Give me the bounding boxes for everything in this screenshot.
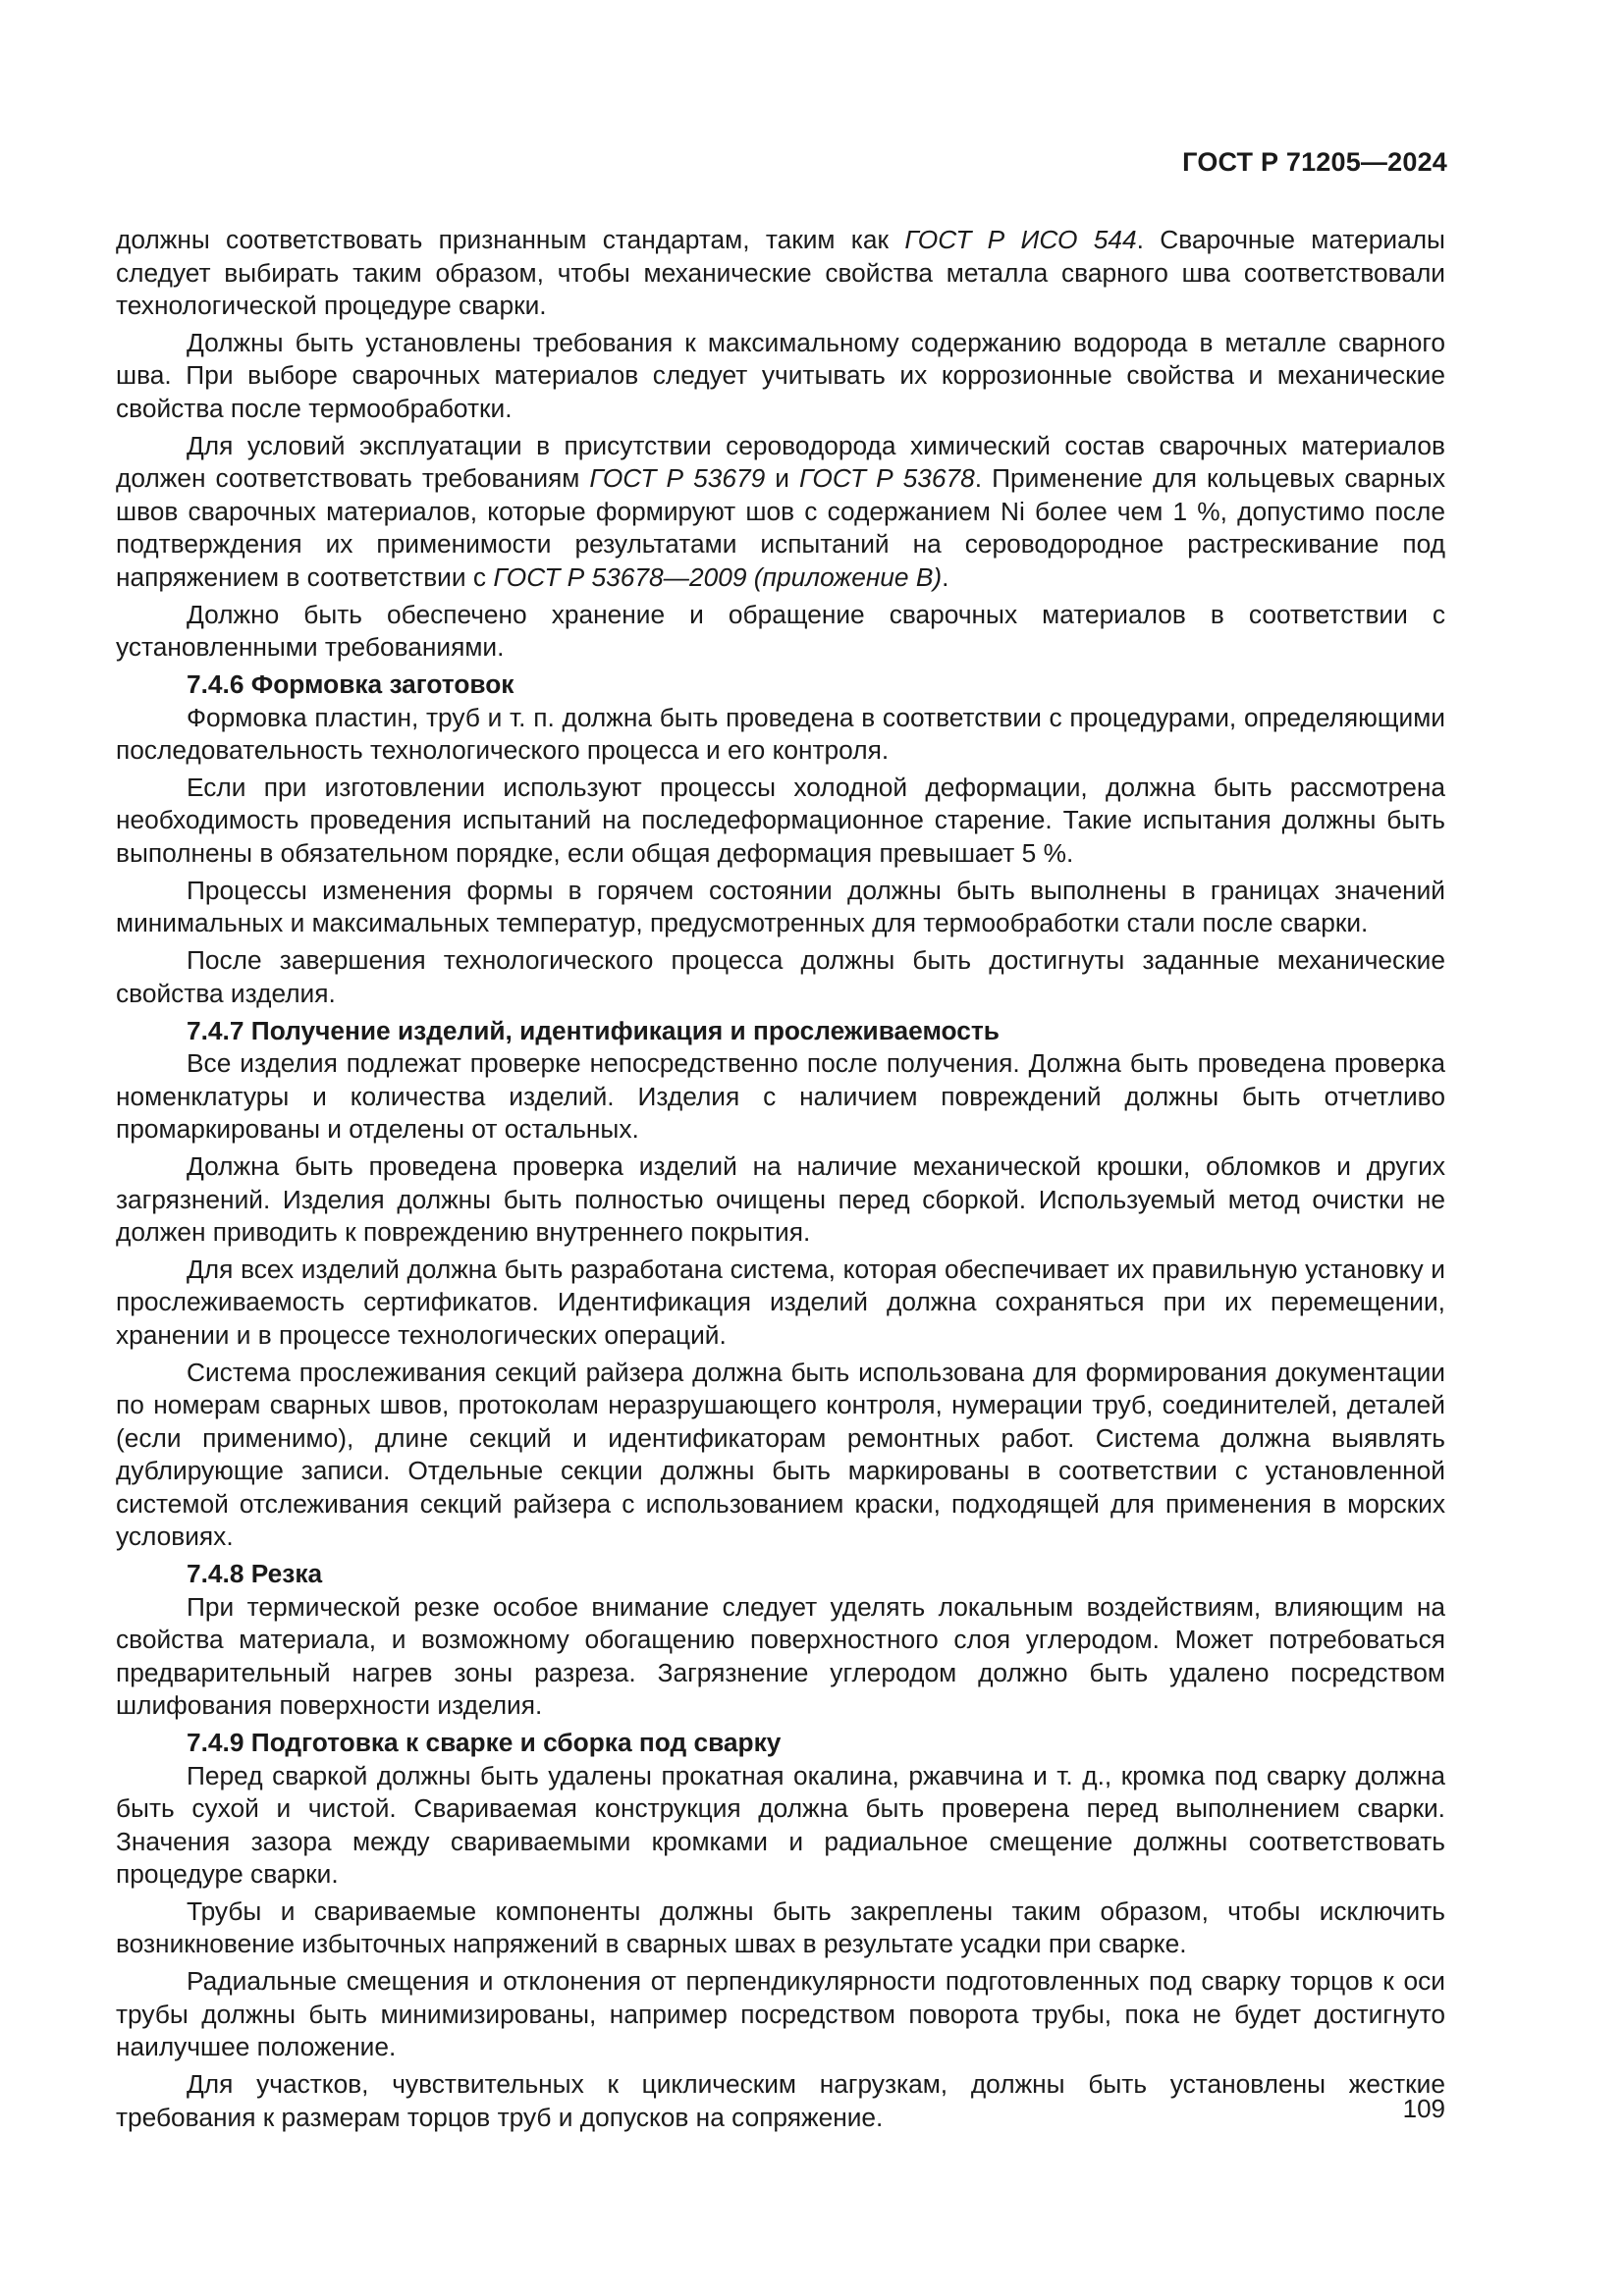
paragraph: Перед сваркой должны быть удалены прокатная окалина, ржавчина и т. д., кромка под сварку должна быть сухой и чистой. Свариваемая конструкция должна быть проверена перед выполнением сварки. Значения зазора между свариваемыми кромками и радиальное смещение должны соответствовать процедуре сварки.	[116, 1760, 1445, 1890]
document-code: ГОСТ Р 71205—2024	[1182, 147, 1447, 177]
paragraph: Трубы и свариваемые компоненты должны быть закреплены таким образом, чтобы исключить возникновение избыточных напряжений в сварных швах в результате усадки при сварке.	[116, 1896, 1445, 1959]
text-run: и	[765, 463, 799, 494]
paragraph: Процессы изменения формы в горячем состоянии должны быть выполнены в границах значений минимальных и максимальных температур, предусмотренных для термообработки стали после сварки.	[116, 875, 1445, 938]
paragraph: После завершения технологического процесса должны быть достигнуты заданные механические свойства изделия.	[116, 945, 1445, 1008]
page-number: 109	[1402, 2094, 1445, 2123]
text-run: .	[942, 561, 949, 592]
paragraph: Для всех изделий должна быть разработана система, которая обеспечивает их правильную установку и прослеживаемость сертификатов. Идентификация изделий должна сохраняться при их перемещении, хранении и в процессе технологических операций.	[116, 1254, 1445, 1350]
section-heading-7-4-7: 7.4.7 Получение изделий, идентификация и прослеживаемость	[187, 1015, 1000, 1045]
paragraph: Для участков, чувствительных к циклическим нагрузкам, должны быть установлены жесткие требования к размерам торцов труб и допусков на сопряжение.	[116, 2069, 1445, 2132]
section-heading-7-4-9: 7.4.9 Подготовка к сварке и сборка под сварку	[187, 1728, 782, 1758]
section-heading-7-4-8: 7.4.8 Резка	[187, 1559, 323, 1589]
page-content	[116, 224, 1445, 2139]
standard-reference: ГОСТ Р 53678—2009 (приложение В)	[493, 561, 943, 592]
paragraph: Должны быть установлены требования к максимальному содержанию водорода в металле сварного шва. При выборе сварочных материалов следует учитывать их коррозионные свойства и механические свойства после термообработки.	[116, 327, 1445, 423]
text-run: . Сварочные материалы следует выбирать таким образом, чтобы механические свойства металла сварного шва соответствовали технологической процедуре сварки.	[116, 225, 1445, 320]
standard-reference: ГОСТ Р ИСО 544	[904, 225, 1137, 254]
text-run: . Применение для кольцевых сварных швов сварочных материалов, которые формируют шов с содержанием Ni более чем 1 %, допустимо после подтверждения их применимости результатами испытаний на сероводородное растрескивание под напряжением в соответствии с	[116, 463, 1446, 592]
text-run: должны соответствовать признанным стандартам, таким как	[116, 225, 905, 254]
paragraph: Все изделия подлежат проверке непосредственно после получения. Должна быть проведена проверка номенклатуры и количества изделий. Изделия с наличием повреждений должны быть отчетливо промаркированы и отделены от остальных.	[116, 1048, 1445, 1145]
paragraph: Должно быть обеспечено хранение и обращение сварочных материалов в соответствии с установленными требованиями.	[116, 599, 1445, 663]
paragraph	[116, 430, 1445, 595]
standard-reference: ГОСТ Р 53679	[589, 463, 766, 494]
paragraph: Радиальные смещения и отклонения от перпендикулярности подготовленных под сварку торцов к оси трубы должны быть минимизированы, например посредством поворота трубы, пока не будет достигнуто наилучшее положение.	[116, 1966, 1445, 2062]
paragraph: Система прослеживания секций райзера должна быть использована для формирования документации по номерам сварных швов, протоколам неразрушающего контроля, нумерации труб, соединителей, деталей (если применимо), длине секций и идентификаторам ремонтных работ. Система должна выявлять дублирующие записи. Отдельные секции должны быть маркированы в соответствии с установленной системой отслеживания секций райзера с использованием краски, подходящей для применения в морских условиях.	[116, 1357, 1445, 1552]
paragraph: Если при изготовлении используют процессы холодной деформации, должна быть рассмотрена необходимость проведения испытаний на последеформационное старение. Такие испытания должны быть выполнены в обязательном порядке, если общая деформация превышает 5 %.	[116, 772, 1445, 868]
paragraph: Должна быть проведена проверка изделий на наличие механической крошки, обломков и других загрязнений. Изделия должны быть полностью очищены перед сборкой. Используемый метод очистки не должен приводить к повреждению внутреннего покрытия.	[116, 1151, 1445, 1248]
section-heading-7-4-6: 7.4.6 Формовка заготовок	[187, 669, 514, 700]
paragraph	[116, 224, 1445, 323]
standard-reference: ГОСТ Р 53678	[798, 463, 975, 494]
paragraph: Формовка пластин, труб и т. п. должна быть проведена в соответствии с процедурами, определяющими последовательность технологического процесса и его контроля.	[116, 702, 1445, 766]
paragraph: При термической резке особое внимание следует уделять локальным воздействиям, влияющим на свойства материала, и возможному обогащению поверхностного слоя углеродом. Может потребоваться предварительный нагрев зоны разреза. Загрязнение углеродом должно быть удалено посредством шлифования поверхности изделия.	[116, 1591, 1445, 1721]
text-run: Для условий эксплуатации в присутствии сероводорода химический состав сварочных материалов должен соответствовать требованиям	[116, 430, 1445, 494]
